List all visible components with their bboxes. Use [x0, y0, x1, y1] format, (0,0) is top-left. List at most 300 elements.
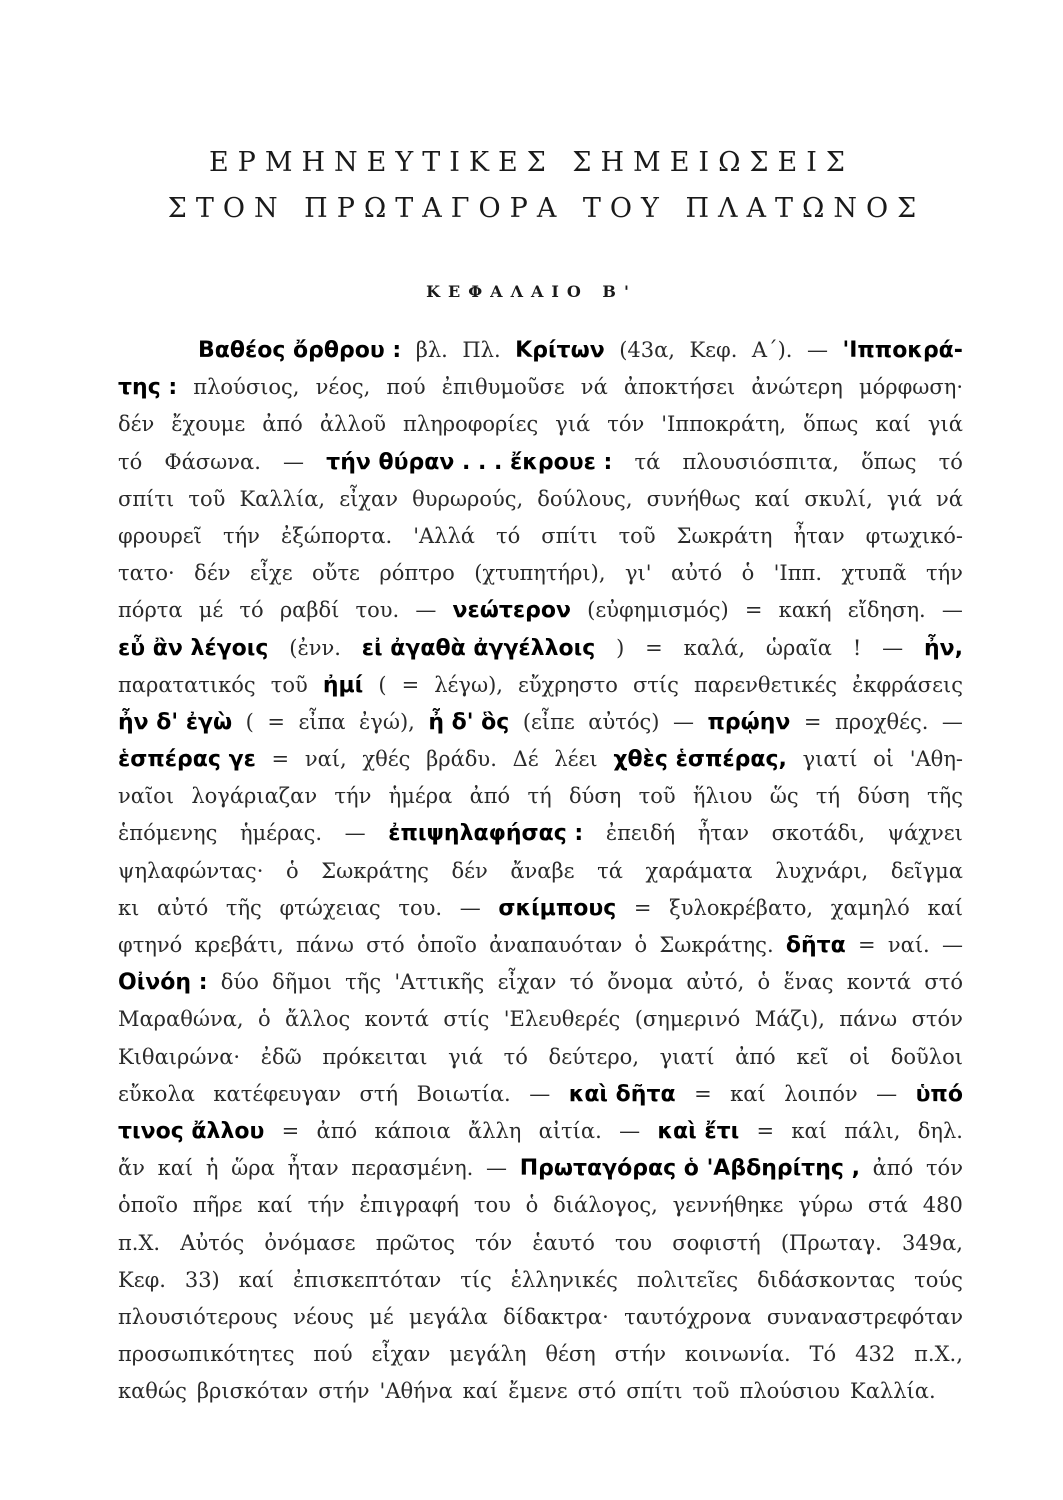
gloss-word: γιά — [927, 412, 963, 437]
gloss-word: εἶχαν — [497, 970, 557, 995]
gloss-word: = — [645, 635, 663, 660]
title-line-2: ΣΤΟΝ ΠΡΩΤΑΓΟΡΑ ΤΟΥ ΠΛΑΤΩΝΟΣ — [167, 193, 926, 224]
gloss-word: γεννήθηκε — [672, 1193, 784, 1218]
gloss-word: καί — [927, 895, 963, 920]
gloss-word: = — [633, 895, 652, 920]
gloss-word: συναναστρεφόταν — [766, 1304, 963, 1329]
gloss-word: χαμηλό — [830, 895, 910, 920]
gloss-word: περασμένη. — [351, 1156, 474, 1181]
gloss-word: — — [459, 895, 481, 920]
gloss-word: (43α, — [619, 338, 675, 362]
gloss-word: χαράματα — [645, 858, 753, 883]
gloss-word: — — [486, 1156, 508, 1181]
gloss-word: κι — [118, 895, 140, 920]
gloss-word: ὁ — [258, 1007, 271, 1032]
gloss-word: καλά, — [683, 635, 746, 660]
gloss-word: αὐτό, — [686, 970, 745, 995]
gloss-word: Δέ — [512, 747, 539, 772]
gloss-word: εἶχαν — [339, 486, 398, 511]
gloss-word: λέει — [554, 747, 598, 772]
gloss-word: τήν — [334, 784, 372, 809]
text-line — [118, 1076, 963, 1113]
gloss-word: ἐκφράσεις — [852, 672, 963, 697]
gloss-word: φτηνό — [118, 933, 183, 957]
gloss-word: τόν — [607, 412, 645, 437]
gloss-word: τοῦ — [618, 523, 656, 548]
text-line — [118, 1113, 963, 1150]
lemma-term: τήν θύραν . . . ἔκρουε : — [326, 449, 613, 475]
gloss-word: ἔμενε — [508, 1379, 568, 1404]
gloss-word: γιά — [555, 412, 591, 437]
gloss-word: του — [473, 1193, 511, 1218]
gloss-word: γιατί — [659, 1044, 715, 1069]
gloss-word: νά — [936, 486, 963, 511]
gloss-word: δεῖγμα — [890, 858, 963, 883]
gloss-word: τοῦ — [270, 672, 308, 697]
gloss-word: λυχνάρι, — [775, 858, 869, 883]
gloss-word: σπίτι — [541, 523, 598, 548]
gloss-word: δῆμοι — [272, 970, 332, 995]
text-line — [118, 369, 963, 406]
gloss-word: ψηλαφώντας· — [118, 858, 264, 883]
gloss-word: ἀπό — [469, 784, 511, 809]
gloss-word: ἡμέρα — [388, 784, 453, 809]
gloss-word: διδάσκοντας — [757, 1267, 896, 1292]
gloss-word: — — [882, 635, 904, 660]
gloss-word: δοῦλοι — [890, 1044, 963, 1069]
gloss-word: τοῦ — [692, 1379, 730, 1404]
gloss-word: δηλ. — [917, 1118, 963, 1143]
gloss-word: κεῖ — [796, 1044, 829, 1069]
gloss-word: καί — [157, 1156, 194, 1181]
lemma-term: ἦ δ' ὃς — [428, 709, 510, 735]
gloss-word: στό — [924, 970, 963, 995]
gloss-word: βράδυ. — [426, 747, 497, 772]
gloss-word: ἕνας — [783, 970, 834, 995]
gloss-word: νέος, — [315, 375, 371, 400]
gloss-word: (Πρωταγ. — [780, 1230, 882, 1255]
gloss-word: τά — [597, 858, 623, 883]
gloss-word: αὐτός) — [588, 709, 660, 734]
gloss-word: τόν — [475, 1230, 513, 1255]
lemma-term: Κρίτων — [515, 338, 605, 363]
gloss-word: πῆρε — [192, 1193, 243, 1218]
gloss-word: ( — [378, 672, 387, 697]
gloss-word: 349α, — [902, 1230, 963, 1255]
gloss-word: ἑπόμενης — [118, 821, 218, 846]
gloss-word: = — [858, 933, 876, 957]
gloss-word: 'Ιπποκράτη, — [661, 412, 787, 437]
gloss-word: ὄνομα — [607, 970, 674, 995]
gloss-word: ὁ — [285, 858, 299, 883]
gloss-word: σκυλί, — [804, 486, 873, 511]
gloss-word: στό — [366, 933, 405, 957]
gloss-word: ἐδῶ — [260, 1044, 302, 1069]
gloss-word: στά — [867, 1193, 908, 1218]
gloss-word: Μαραθώνα, — [118, 1007, 244, 1032]
gloss-word: δεύτερο, — [548, 1044, 639, 1069]
gloss-word: του — [615, 1230, 653, 1255]
gloss-word: (χτυπητήρι), — [474, 561, 606, 586]
lemma-term: εὖ ἂν λέγοις — [118, 635, 269, 661]
gloss-word: λέγω), — [434, 672, 503, 697]
lemma-term: Οἰνόη : — [118, 970, 208, 996]
text-line — [118, 964, 963, 1001]
gloss-word: κρεβάτι, — [194, 933, 284, 957]
gloss-word: ταυτόχρονα — [624, 1304, 752, 1329]
gloss-word: Μάζι), — [754, 1007, 825, 1032]
gloss-word: γιατί — [802, 747, 858, 772]
gloss-word: ἄλλος — [285, 1007, 351, 1032]
gloss-word: ὀνόμασε — [264, 1230, 356, 1255]
gloss-word: ἐξώπορτα. — [280, 523, 393, 548]
gloss-word: συνήθως — [646, 486, 741, 511]
gloss-word: δέν — [194, 561, 231, 586]
gloss-word: πολιτεῖες — [636, 1267, 739, 1292]
gloss-word: τό — [938, 449, 963, 474]
gloss-word: ἑλληνικές — [510, 1267, 618, 1292]
gloss-word: τῆς — [927, 784, 963, 809]
gloss-word: τό — [239, 598, 264, 623]
lemma-term: καὶ ἔτι — [657, 1118, 740, 1144]
gloss-word: κακή — [778, 598, 832, 623]
gloss-word: τήν — [307, 1193, 345, 1218]
gloss-word: π.Χ., — [914, 1342, 963, 1367]
gloss-word: — — [529, 1081, 551, 1106]
gloss-word: = — [756, 1118, 775, 1143]
gloss-word: 33) — [184, 1267, 220, 1292]
lemma-term: ἠμί — [322, 672, 364, 698]
gloss-word: — — [941, 933, 963, 957]
gloss-word: Α΄). — [751, 338, 793, 362]
gloss-word: Πλ. — [462, 338, 501, 362]
lemma-term: χθὲς ἑσπέρας, — [613, 747, 787, 773]
gloss-word: τό — [118, 449, 143, 474]
gloss-word: ὅπως — [861, 449, 917, 474]
gloss-word: εἶχαν — [371, 1342, 431, 1367]
gloss-word: Κεφ. — [118, 1267, 166, 1292]
gloss-word: καί — [791, 1118, 827, 1143]
gloss-word: τοῦ — [188, 486, 226, 511]
gloss-word: γύρω — [798, 1193, 853, 1218]
gloss-word: ξυλοκρέβατο, — [669, 895, 814, 920]
gloss-word: πού — [313, 1342, 353, 1367]
gloss-word: γιά — [886, 486, 922, 511]
text-line — [118, 1336, 963, 1373]
gloss-word: στό — [577, 1379, 617, 1404]
gloss-word: ἐπειδή — [605, 821, 676, 846]
lemma-term: εἰ ἀγαθὰ ἀγγέλλοις — [361, 635, 596, 661]
gloss-word: Καλλία. — [850, 1379, 936, 1404]
lemma-term: τινος ἄλλου — [118, 1118, 265, 1144]
gloss-word: Κεφ. — [689, 338, 738, 362]
gloss-word: γι' — [624, 561, 652, 586]
gloss-word: ἐπιγραφή — [359, 1193, 460, 1218]
gloss-word: ραβδί — [279, 598, 340, 623]
gloss-word: = — [803, 709, 822, 734]
gloss-word: δύο — [220, 970, 259, 995]
gloss-word: 'Αθήνα — [379, 1379, 453, 1404]
gloss-word: δίδακτρα· — [503, 1304, 609, 1329]
gloss-word: ἀνώτερη — [751, 375, 843, 400]
gloss-word: ὁ — [757, 970, 771, 995]
gloss-word: δέν — [451, 858, 488, 883]
gloss-word: — — [941, 709, 963, 734]
document-title — [0, 140, 1063, 232]
gloss-word: σπίτι — [118, 486, 175, 511]
lemma-term: ἑσπέρας γε — [118, 747, 256, 773]
text-line — [118, 704, 963, 741]
text-line — [118, 518, 963, 555]
gloss-word: κοντά — [364, 1007, 429, 1032]
gloss-word: καθώς — [118, 1379, 187, 1404]
gloss-word: Αὐτός — [180, 1230, 245, 1255]
gloss-word: χθές — [362, 747, 411, 772]
gloss-word: ἀπό — [262, 412, 303, 437]
gloss-word: ὡραῖα — [765, 635, 832, 660]
lemma-term: ἦν, — [923, 635, 963, 661]
gloss-word: Καλλία, — [239, 486, 326, 511]
gloss-word: παρατατικός — [118, 672, 256, 697]
gloss-word: τό — [503, 1044, 528, 1069]
gloss-word: καί — [754, 486, 791, 511]
gloss-word: ἀποκτήσει — [623, 375, 736, 400]
gloss-word: = — [281, 1118, 300, 1143]
gloss-word: ὅπως — [803, 412, 859, 437]
gloss-word: βλ. — [415, 338, 448, 362]
gloss-word: τίς — [460, 1267, 492, 1292]
gloss-word: αἰτία. — [538, 1118, 602, 1143]
gloss-word: κοινωνία. — [684, 1342, 791, 1367]
gloss-word: προχθές. — [834, 709, 929, 734]
gloss-word: = — [744, 598, 763, 623]
text-line — [118, 406, 963, 443]
gloss-word: θέση — [545, 1342, 596, 1367]
gloss-word: στήν — [318, 1379, 370, 1404]
gloss-word: (εἶπε — [522, 709, 575, 734]
gloss-word: μέ — [369, 1304, 394, 1329]
lemma-term: Βαθέος ὄρθρου : — [198, 338, 402, 363]
text-line — [118, 778, 963, 815]
lemma-term: δῆτα — [785, 933, 846, 958]
gloss-word: 'Ελευθερές — [503, 1007, 621, 1032]
text-line — [118, 667, 963, 704]
lemma-term: της : — [118, 375, 178, 401]
lemma-term: 'Ιπποκρά- — [842, 338, 963, 363]
gloss-word: (σημερινό — [634, 1007, 741, 1032]
gloss-word: Κιθαιρώνα· — [118, 1044, 241, 1069]
gloss-word: ἔχουμε — [171, 412, 246, 437]
gloss-word: ἥλιου — [692, 784, 753, 809]
gloss-word: εἶπα — [298, 709, 346, 734]
gloss-word: — — [619, 1118, 641, 1143]
gloss-word: πλούσιου — [739, 1379, 841, 1404]
gloss-word: προσωπικότητες — [118, 1342, 295, 1367]
gloss-word: = — [401, 672, 420, 697]
gloss-word: τά — [634, 449, 661, 474]
gloss-word: ρόπτρο — [379, 561, 455, 586]
gloss-word: ὁ — [741, 561, 755, 586]
gloss-word: σπίτι — [626, 1379, 683, 1404]
gloss-word: πρῶτος — [375, 1230, 455, 1255]
gloss-word: τή — [815, 784, 841, 809]
gloss-word: στίς — [632, 672, 679, 697]
gloss-word: δύση — [857, 784, 910, 809]
gloss-word: δύση — [568, 784, 622, 809]
gloss-word: — — [283, 449, 305, 474]
gloss-word: — — [941, 598, 963, 623]
text-line — [118, 890, 963, 927]
text-line — [118, 1262, 963, 1299]
gloss-word: ὁ — [525, 1193, 539, 1218]
chapter-heading: ΚΕΦΑΛΑΙΟ Β' — [426, 282, 637, 301]
gloss-word: τήν — [925, 561, 963, 586]
gloss-word: νέους — [293, 1304, 354, 1329]
gloss-word: ἐγώ), — [359, 709, 415, 734]
gloss-word: (ἐνν. — [289, 635, 341, 660]
text-line — [118, 592, 963, 629]
gloss-word: πλουσιόσπιτα, — [682, 449, 840, 474]
gloss-word: ψάχνει — [887, 821, 963, 846]
gloss-word: ὥρα — [231, 1156, 275, 1181]
gloss-word: λογάριαζαν — [191, 784, 318, 809]
lemma-term: νεώτερον — [452, 598, 571, 624]
gloss-word: καί — [257, 1193, 293, 1218]
gloss-word: καί — [730, 1081, 766, 1106]
gloss-word: πρόκειται — [322, 1044, 428, 1069]
gloss-word: πόρτα — [118, 598, 183, 623]
gloss-word: πλούσιος, — [193, 375, 300, 400]
gloss-word: τούς — [914, 1267, 963, 1292]
gloss-word: ἦταν — [287, 1156, 339, 1181]
gloss-word: Τό — [809, 1342, 837, 1367]
gloss-word: λοιπόν — [784, 1081, 858, 1106]
gloss-word: = — [694, 1081, 712, 1106]
gloss-word: μεγάλα — [409, 1304, 488, 1329]
gloss-word: ὁποῖο — [118, 1193, 178, 1218]
gloss-word: ἐπισκεπτόταν — [293, 1267, 442, 1292]
gloss-word: ἡ — [205, 1156, 219, 1181]
lemma-term: ἦν δ' ἐγὼ — [118, 709, 233, 735]
gloss-word: 'Αθη- — [909, 747, 963, 772]
lemma-term: πρῴην — [707, 709, 791, 735]
gloss-word: αὐτό — [670, 561, 723, 586]
text-line — [118, 1299, 963, 1336]
gloss-word: χτυπᾶ — [841, 561, 907, 586]
gloss-word: ὥς — [769, 784, 799, 809]
gloss-word: σκοτάδι, — [771, 821, 866, 846]
gloss-word: βρισκόταν — [196, 1379, 309, 1404]
gloss-word: πάνω — [295, 933, 354, 957]
gloss-word: μόρφωση· — [858, 375, 963, 400]
gloss-word: ἐπιθυμοῦσε — [441, 375, 565, 400]
gloss-word: ! — [852, 635, 862, 660]
gloss-word: — — [344, 821, 366, 846]
gloss-word: ἡμέρας. — [239, 821, 323, 846]
gloss-word: κοντά — [846, 970, 912, 995]
gloss-word: νά — [580, 375, 608, 400]
gloss-word: τό — [496, 523, 521, 548]
gloss-word: οὔτε — [312, 561, 360, 586]
gloss-word: ναί. — [887, 933, 930, 957]
lemma-term: καὶ δῆτα — [568, 1081, 676, 1107]
commentary-body — [118, 332, 963, 1410]
gloss-word: πλουσιότερους — [118, 1304, 278, 1329]
gloss-word: 'Αττικῆς — [394, 970, 485, 995]
text-line — [118, 815, 963, 852]
text-line — [118, 1039, 963, 1076]
gloss-word: ( — [245, 709, 254, 734]
gloss-word: ἀλλοῦ — [319, 412, 387, 437]
gloss-word: τοῦ — [638, 784, 676, 809]
text-line — [118, 555, 963, 592]
text-line — [118, 1187, 963, 1224]
gloss-word: = — [271, 747, 290, 772]
gloss-word: ὁ — [634, 933, 648, 957]
gloss-word: πού — [386, 375, 426, 400]
gloss-word: τατο· — [118, 561, 175, 586]
text-line — [118, 1001, 963, 1038]
gloss-word: εἴδηση. — [847, 598, 926, 623]
gloss-word: κατέφευγαν — [213, 1081, 342, 1106]
gloss-word: δούλους, — [537, 486, 633, 511]
gloss-word: πάνω — [839, 1007, 898, 1032]
text-line — [118, 1150, 963, 1187]
gloss-word: παρενθετικές — [693, 672, 838, 697]
gloss-word: 'Ιππ. — [773, 561, 823, 586]
gloss-word: — — [415, 598, 437, 623]
gloss-word: στήν — [614, 1342, 666, 1367]
gloss-word: 480 — [922, 1193, 963, 1218]
gloss-word: τῆς — [225, 895, 262, 920]
gloss-word: στή — [359, 1081, 399, 1106]
gloss-word: διάλογος, — [553, 1193, 658, 1218]
gloss-word: ἀπό — [316, 1118, 358, 1143]
text-line — [118, 741, 963, 778]
gloss-word: ναί, — [304, 747, 347, 772]
gloss-word: οἱ — [873, 747, 895, 772]
gloss-word: τῆς — [345, 970, 382, 995]
gloss-word: δέν — [118, 412, 155, 437]
gloss-word: γιά — [448, 1044, 484, 1069]
text-line — [118, 630, 963, 667]
gloss-word: φτώχειας — [279, 895, 381, 920]
text-line — [118, 853, 963, 890]
gloss-word: καί — [462, 1379, 499, 1404]
gloss-word: στόν — [911, 1007, 963, 1032]
text-line — [118, 332, 963, 369]
gloss-word: θυρωρούς, — [412, 486, 524, 511]
gloss-word: π.Χ. — [118, 1230, 161, 1255]
gloss-word: καί — [875, 412, 911, 437]
gloss-word: του. — [398, 895, 443, 920]
gloss-word: ἀπό — [735, 1044, 776, 1069]
gloss-word: μέ — [198, 598, 224, 623]
gloss-word: Βοιωτία. — [416, 1081, 511, 1106]
gloss-word: 'Αλλά — [413, 523, 475, 548]
gloss-word: Σωκράτης — [321, 858, 429, 883]
gloss-word: πληροφορίες — [403, 412, 539, 437]
gloss-word: σοφιστή — [672, 1230, 761, 1255]
gloss-word: ἄλλη — [467, 1118, 522, 1143]
gloss-word: 432 — [855, 1342, 896, 1367]
title-line-1: ΕΡΜΗΝΕΥΤΙΚΕΣ ΣΗΜΕΙΩΣΕΙΣ — [208, 147, 855, 178]
gloss-word: ναῖοι — [118, 784, 175, 809]
text-line — [118, 1225, 963, 1262]
lemma-term: Πρωταγόρας ὁ 'Αβδηρίτης , — [519, 1156, 860, 1182]
gloss-word: εὔχρηστο — [518, 672, 618, 697]
lemma-term: ὑπό — [915, 1081, 963, 1107]
